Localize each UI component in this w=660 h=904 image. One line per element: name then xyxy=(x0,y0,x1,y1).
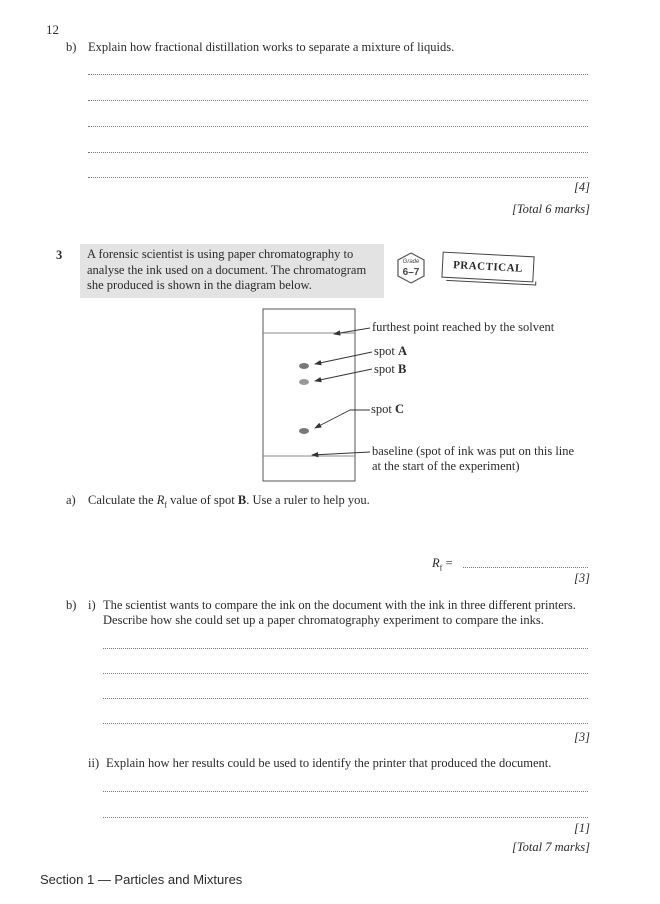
rf-answer-field[interactable] xyxy=(463,567,588,568)
q3-intro-line: A forensic scientist is using paper chromatography to xyxy=(87,247,354,261)
baseline-label: baseline (spot of ink was put on this line xyxy=(372,444,575,458)
rf-answer-label: $R_f$ = xyxy=(432,556,453,573)
answer-line[interactable] xyxy=(103,723,588,724)
q3-number: 3 xyxy=(56,248,63,262)
section-footer: Section 1 — Particles and Mixtures xyxy=(40,872,243,887)
baseline-label-cont: at the start of the experiment) xyxy=(372,459,520,473)
q3bii-text: Explain how her results could be used to identify the printer that produced the document. xyxy=(106,756,552,770)
q3bi-text-line2: Describe how she could set up a paper chromatography experiment to compare the inks. xyxy=(103,613,544,627)
spot-c xyxy=(299,428,309,434)
q3a-text: Calculate the $R_f$ value of spot B. Use a ruler to help you. xyxy=(88,493,370,510)
solvent-label: furthest point reached by the solvent xyxy=(372,320,555,334)
q3a-label: a) xyxy=(66,493,76,507)
q3-intro-line: she produced is shown in the diagram below. xyxy=(87,278,312,292)
page-number: 12 xyxy=(46,22,59,37)
q3bi-text-line1: The scientist wants to compare the ink on the document with the ink in three different printers. xyxy=(103,598,576,612)
grade-label: Grade xyxy=(402,259,420,265)
spot-b xyxy=(299,379,309,385)
spot-c-label: spot C xyxy=(371,402,404,416)
q2b-text: Explain how fractional distillation works to separate a mixture of liquids. xyxy=(88,40,455,54)
answer-line[interactable] xyxy=(103,698,588,699)
q3-total-marks: [Total 7 marks] xyxy=(511,840,590,854)
q3-intro-line: analyse the ink used on a document. The chromatogram xyxy=(87,262,367,277)
q3a-marks: [3] xyxy=(574,571,590,585)
spot-a xyxy=(299,363,309,369)
q3b-label: b) xyxy=(66,598,77,612)
q3bi-marks: [3] xyxy=(574,730,590,744)
q3bii-label: ii) xyxy=(88,756,100,770)
q3bii-marks: [1] xyxy=(574,821,590,835)
q2b-label: b) xyxy=(66,40,77,54)
answer-line[interactable] xyxy=(103,817,588,818)
answer-line[interactable] xyxy=(103,791,588,792)
spot-a-label: spot A xyxy=(374,344,407,358)
answer-line[interactable] xyxy=(103,648,588,649)
answer-line[interactable] xyxy=(103,673,588,674)
q2-total-marks: [Total 6 marks] xyxy=(511,202,590,216)
q2b-marks: [4] xyxy=(574,180,590,194)
spot-b-label: spot B xyxy=(374,362,407,376)
q3bi-label: i) xyxy=(88,598,96,612)
chromatography-paper xyxy=(263,309,355,481)
grade-value: 6–7 xyxy=(402,267,420,278)
practical-stamp: PRACTICAL xyxy=(441,252,534,283)
